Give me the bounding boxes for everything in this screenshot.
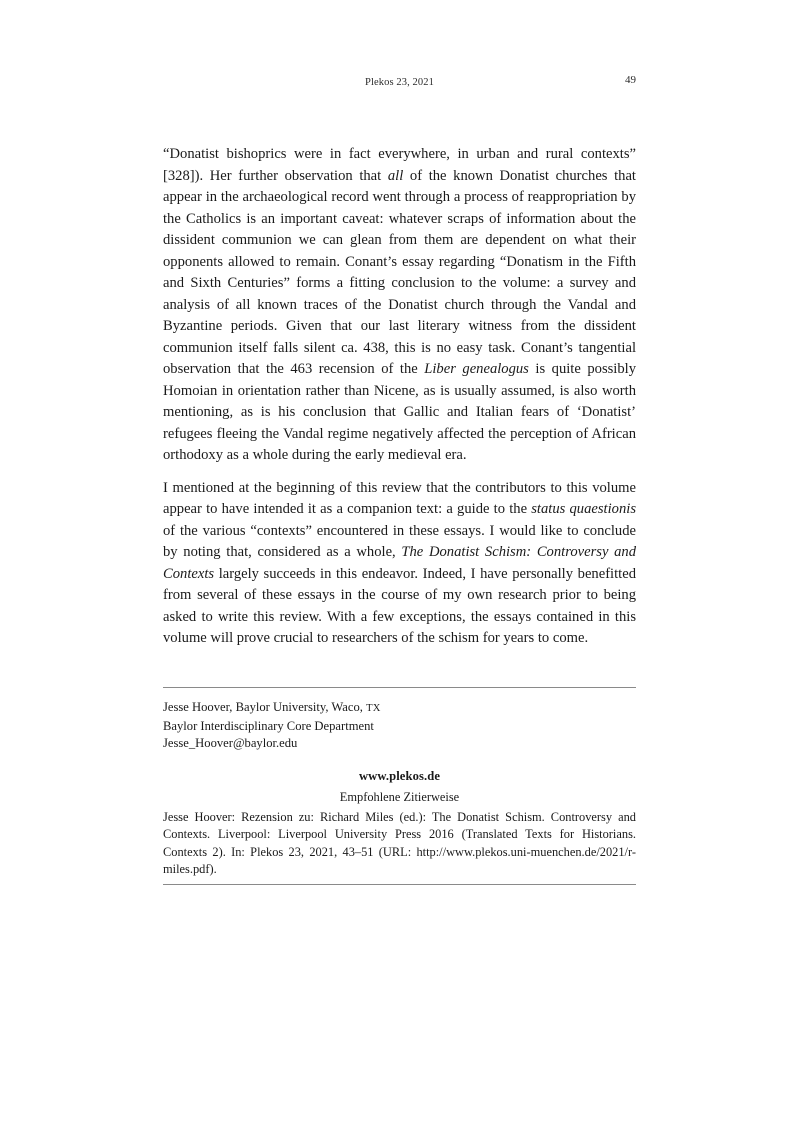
author-name-affiliation <box>163 699 636 718</box>
running-head-journal-title: Plekos 23, 2021 <box>365 77 434 88</box>
body-paragraph <box>163 144 636 467</box>
text-run: of the various “contexts” encountered in these essays. I would like to conclude by noting that, considered as a whole, <box>163 522 636 560</box>
italic-run: The Donatist Schism: Controversy and Contexts <box>163 544 636 582</box>
author-name-affiliation-text: Jesse Hoover, Baylor University, Waco, <box>163 700 367 714</box>
text-run: I mentioned at the beginning of this review that the contributors to this volume appear to have intended it as a companion text: a guide to the <box>163 479 636 517</box>
text-run: “Donatist bishoprics were in fact everywhere, in urban and rural contexts” [328]). Her further observation that <box>163 146 636 184</box>
author-department: Baylor Interdisciplinary Core Department <box>163 718 374 733</box>
page-number: 49 <box>625 74 636 86</box>
body-paragraph <box>163 478 636 650</box>
italic-run: all <box>387 167 404 184</box>
italic-run: status quaestionis <box>531 501 636 517</box>
author-email: Jesse_Hoover@baylor.edu <box>163 736 298 750</box>
author-contact-block <box>163 699 636 753</box>
text-run: largely succeeds in this endeavor. Indeed, I have personally benefitted from several of these essays in the course of my own research prior to being asked to write this review. With a few exceptions, the essays contained in this volume will prove crucial to researchers of the schism for years to come. <box>163 565 636 646</box>
recommended-citation-text: Jesse Hoover: Rezension zu: Richard Miles (ed.): The Donatist Schism. Controversy and Contexts. Liverpool: Liverpool University Press 2016 (Translated Texts for Historians. Contexts 2). In: Plekos 23, 2021, 43–51 (URL: http://www.plekos.uni-muenchen.de/2021/r-miles.pdf). <box>163 810 636 876</box>
italic-run: Liber genealogus <box>424 361 529 377</box>
journal-website: www.plekos.de <box>358 769 441 783</box>
horizontal-rule-bottom <box>163 884 636 885</box>
body-text-column <box>163 144 636 650</box>
horizontal-rule-top <box>163 687 636 688</box>
colophon-block <box>163 768 636 878</box>
author-state-abbreviation: TX <box>366 703 381 714</box>
text-run: of the known Donatist churches that appear in the archaeological record went through a process of reappropriation by the Catholics is an important caveat: whatever scraps of information about the dissident communion we can glean from them are dependent on what their opponents allowed to remain. Conant’s essay regarding “Donatism in the Fifth and Sixth Centuries” forms a fitting conclusion to the volume: a survey and analysis of all known traces of the Donatist church through the Vandal and Byzantine periods. Given that our last literary witness from the dissident communion itself falls silent ca. 438, this is no easy task. Conant’s tangential observation that the 463 recension of the <box>163 167 636 377</box>
text-run: is quite possibly Homoian in orientation rather than Nicene, as is usually assumed, is also worth mentioning, as is his conclusion that Gallic and Italian fears of ‘Donatist’ refugees fleeing the Vandal regime negatively affected the perception of African orthodoxy as a whole during the early medieval era. <box>163 361 637 463</box>
recommended-citation-label: Empfohlene Zitierweise <box>339 790 460 804</box>
running-head <box>163 74 636 92</box>
